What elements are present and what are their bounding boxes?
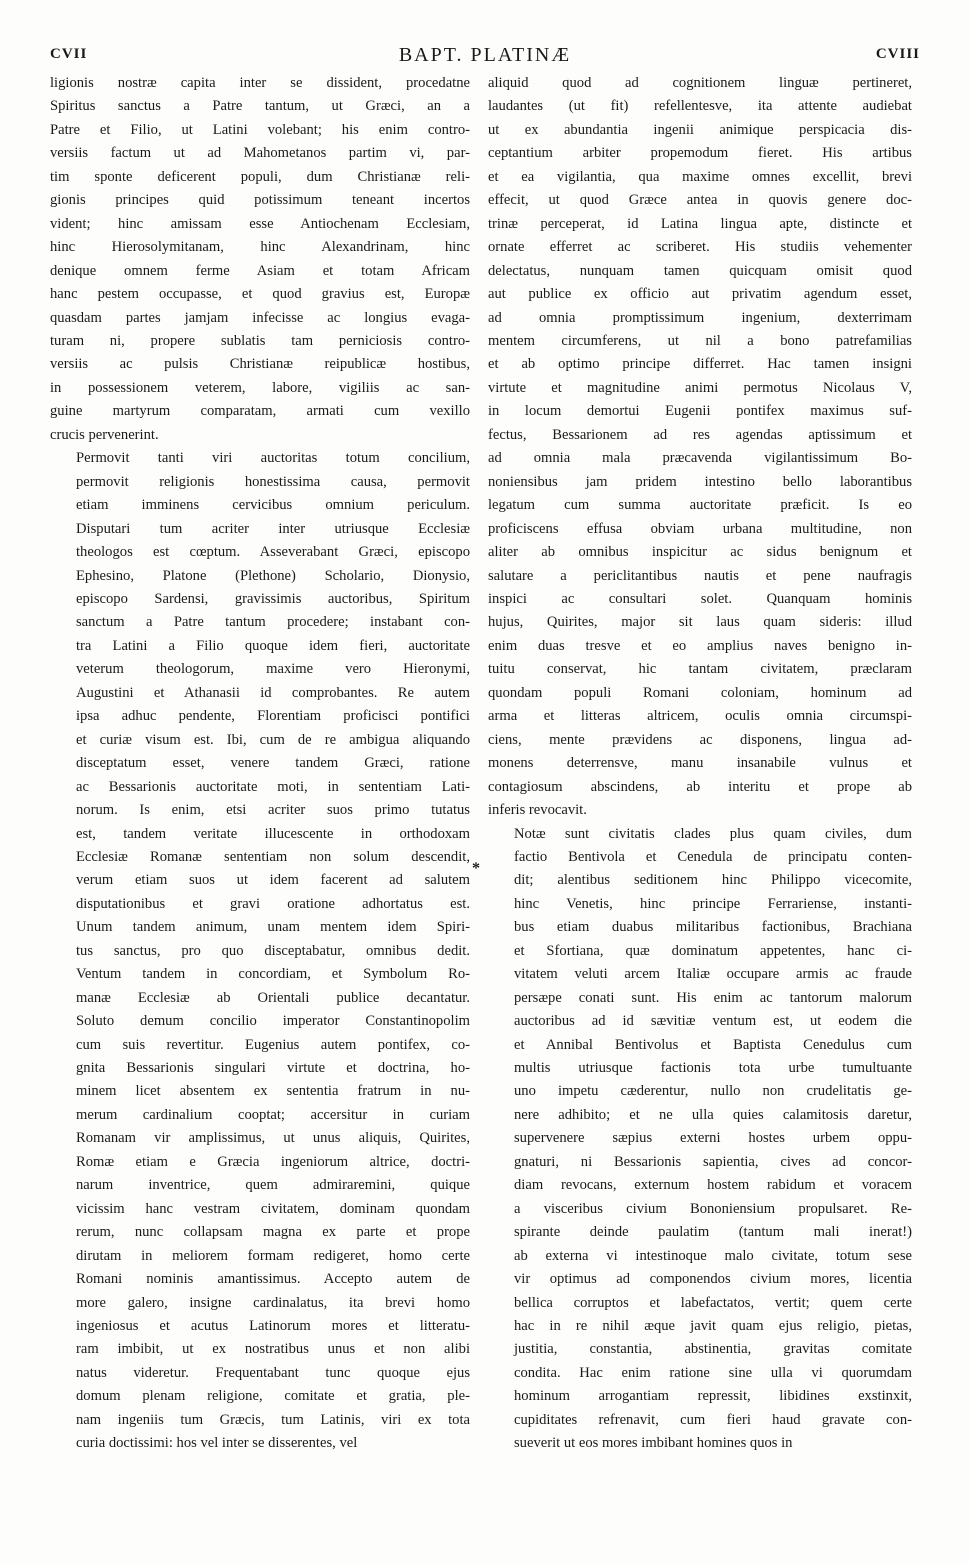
text-line: et curiæ visum est. Ibi, cum de re ambigua aliquando bbox=[76, 731, 470, 748]
margin-marker: * bbox=[472, 860, 480, 877]
text-line: ab externa vi intestinoque malo civitate, totum sese bbox=[514, 1247, 912, 1264]
paragraph bbox=[488, 72, 912, 823]
text-line: cupiditates refrenavit, cum fieri haud gravate con- bbox=[514, 1411, 912, 1428]
text-line: virtute et magnitudine animi permotus Nicolaus V, bbox=[488, 379, 912, 396]
text-line: Ephesino, Platone (Plethone) Scholario, Dionysio, bbox=[76, 567, 470, 584]
text-line: aut publice ex officio aut privatim agendum esset, bbox=[488, 286, 912, 303]
text-line: ligionis nostræ capita inter se dissident, procedatne bbox=[50, 75, 470, 91]
text-line: crucis pervenerint. bbox=[50, 426, 159, 443]
text-line: etiam imminens cervicibus omnium periculum. bbox=[76, 497, 470, 514]
text-line: trinæ perceperat, id Latina lingua apte, distincte et bbox=[488, 215, 912, 232]
text-line: enim duas tresve et eo amplius naves benigno in- bbox=[488, 637, 912, 654]
text-line: diam revocans, externum hostem rabidum et voracem bbox=[514, 1177, 912, 1194]
text-line: inspici ac consultari solet. Quanquam hominis bbox=[488, 590, 912, 607]
paragraph bbox=[488, 823, 912, 1456]
text-line: hujus, Quirites, major sit laus quam sideris: illud bbox=[488, 614, 912, 631]
text-line: natus videretur. Frequentabant tunc quoque ejus bbox=[76, 1364, 470, 1381]
text-line: vir optimus ad componendos civium mores, licentia bbox=[514, 1271, 912, 1288]
text-line: arma et litteras altricem, oculis omnia circumspi- bbox=[488, 708, 912, 725]
text-line: supervenere sæpius externi hostes urbem oppu- bbox=[514, 1130, 912, 1147]
text-line: aliquid quod ad cognitionem linguæ pertineret, bbox=[488, 75, 912, 91]
text-line: nere adhibito; et ne ulla quies calamitosis daretur, bbox=[514, 1106, 912, 1123]
text-line: Soluto demum concilio imperator Constantinopolim bbox=[76, 1013, 470, 1030]
text-line: ingeniosus et acutus Latinorum mores et litteratu- bbox=[76, 1318, 470, 1335]
text-line: tra Latini a Filio quoque idem fieri, auctoritate bbox=[76, 637, 470, 654]
text-line: Ecclesiæ Romanæ sententiam non solum descendit, bbox=[76, 848, 470, 865]
text-line: vitatem veluti arcem Italiæ occupare armis ac fraude bbox=[514, 966, 912, 983]
text-line: dit; alentibus seditionem hinc Philippo vicecomite, bbox=[514, 872, 912, 889]
text-line: gnita Bessarionis singulari virtute et doctrina, ho- bbox=[76, 1060, 470, 1077]
text-line: fectus, Bessarionem ad res agendas aptissimum et bbox=[488, 426, 912, 443]
page-header bbox=[50, 44, 920, 74]
text-line: sueverit ut eos mores imbibant homines quos in bbox=[514, 1435, 793, 1452]
folio-right: CVIII bbox=[875, 46, 920, 62]
text-line: hinc Venetis, hinc principe Ferrariense, instanti- bbox=[514, 895, 912, 912]
text-line: rerum, nunc collapsam magna ex parte et prope bbox=[76, 1224, 470, 1241]
text-line: contagiosum abscindens, ab interitu et prope ab bbox=[488, 778, 912, 795]
text-line: more galero, insigne cardinalatus, ita brevi homo bbox=[76, 1294, 470, 1311]
text-line: et Annibal Bentivolus et Baptista Cenedulus cum bbox=[514, 1036, 912, 1053]
text-line: vicissim hanc vestram civitatem, dominam quondam bbox=[76, 1200, 470, 1217]
text-line: monens deterrensve, manu insanabile vulnus et bbox=[488, 755, 912, 772]
text-line: disputationibus et gravi oratione adhortatus est. bbox=[76, 895, 470, 912]
text-line: theologos est cœptum. Asseverabant Græci, episcopo bbox=[76, 544, 470, 561]
text-line: a visceribus civium Bononiensium propulsaret. Re- bbox=[514, 1200, 912, 1217]
running-title: BAPT. PLATINÆ bbox=[398, 44, 572, 66]
text-line: manæ Ecclesiæ ab Orientali publice decantatur. bbox=[76, 989, 470, 1006]
text-line: versiis factum ut ad Mahometanos partim vi, par- bbox=[50, 145, 470, 162]
text-line: spirante deinde paulatim (tantum mali inerat!) bbox=[514, 1224, 912, 1241]
text-line: merum cardinalium cooptat; accersitur in curiam bbox=[76, 1106, 470, 1123]
text-line: dirutam in meliorem formam redigeret, homo certe bbox=[76, 1247, 470, 1264]
text-line: guine martyrum comparatam, armati cum vexillo bbox=[50, 403, 470, 420]
text-line: ceptantium arbiter propemodum fieret. His artibus bbox=[488, 145, 912, 162]
text-line: ad omnia promptissimum ingenium, dexterrimam bbox=[488, 309, 912, 326]
text-line: Augustini et Athanasii id comprobantes. Re autem bbox=[76, 684, 470, 701]
text-line: ciens, mente prævidens ac disponens, lingua ad- bbox=[488, 731, 912, 748]
text-line: Patre et Filio, ut Latini volebant; his enim contro- bbox=[50, 121, 470, 138]
text-line: ad omnia mala præcavenda vigilantissimum Bo- bbox=[488, 450, 912, 467]
text-line: permovit religionis honestissima causa, permovit bbox=[76, 473, 470, 490]
text-line: Notæ sunt civitatis clades plus quam civiles, dum bbox=[514, 825, 912, 842]
text-line: Romani nominis amantissimus. Accepto autem de bbox=[76, 1271, 470, 1288]
text-line: aliter ab omnibus inspicitur ac sidus benignum et bbox=[488, 544, 912, 561]
text-line: et ab optimo principe differret. Hac tamen insigni bbox=[488, 356, 912, 373]
text-line: denique omnem ferme Asiam et totam Africam bbox=[50, 262, 470, 279]
text-line: delectatus, nunquam tamen quicquam omisit quod bbox=[488, 262, 912, 279]
text-line: salutare a periclitantibus nautis et pene naufragis bbox=[488, 567, 912, 584]
text-line: factio Bentivola et Cenedula de principatu conten- bbox=[514, 848, 912, 865]
text-line: cum suis revertitur. Eugenius autem pontifex, co- bbox=[76, 1036, 470, 1053]
text-line: tuitu conservat, hic tantam civitatem, præclaram bbox=[488, 661, 912, 678]
text-line: ipsa adhuc pendente, Florentiam proficisci pontifici bbox=[76, 708, 470, 725]
text-line: narum inventrice, quem admiraremini, quique bbox=[76, 1177, 470, 1194]
text-line: uno impetu cæderentur, nullo non crudelitatis ge- bbox=[514, 1083, 912, 1100]
text-line: in possessionem veterem, labore, vigiliis ac san- bbox=[50, 379, 470, 396]
text-line: vident; hinc amissam esse Antiochenam Ecclesiam, bbox=[50, 215, 470, 232]
text-line: laudantes (ut fit) refellentesve, ita attente audiebat bbox=[488, 98, 912, 115]
text-line: turam ni, propere sublatis tam perniciosis contro- bbox=[50, 332, 470, 349]
folio-left: CVII bbox=[50, 46, 88, 62]
text-line: legatum cum summa auctoritate præficit. Is eo bbox=[488, 497, 912, 514]
text-line: gnaturi, ni Bessarionis sapientia, cives ad concor- bbox=[514, 1153, 912, 1170]
text-line: tim sponte deficerent populi, dum Christianæ reli- bbox=[50, 168, 470, 185]
right-column bbox=[488, 72, 912, 1456]
text-line: bellica corruptos et labefactatos, vertit; quem certe bbox=[514, 1294, 912, 1311]
text-line: norum. Is enim, etsi acriter suos primo tutatus bbox=[76, 802, 470, 819]
text-line: condita. Hac enim ratione sine ulla vi quorumdam bbox=[514, 1364, 912, 1381]
text-line: Romæ etiam e Græcia ingeniorum altrice, doctri- bbox=[76, 1153, 470, 1170]
text-line: ut ex abundantia ingenii animique perspicacia dis- bbox=[488, 121, 912, 138]
text-line: bus etiam duabus militaribus factionibus, Brachiana bbox=[514, 919, 912, 936]
text-line: verum etiam suos ut idem facerent ad salutem bbox=[76, 872, 470, 889]
text-line: ornate efferret ac scriberet. His studiis vehementer bbox=[488, 239, 912, 256]
text-line: Spiritus sanctus a Patre tantum, ut Græci, an a bbox=[50, 98, 470, 115]
paragraph bbox=[50, 72, 470, 447]
text-line: curia doctissimi: hos vel inter se disserentes, vel bbox=[76, 1435, 358, 1452]
text-line: ram imbibit, ut ex nostratibus unus et non alibi bbox=[76, 1341, 470, 1358]
text-line: Romanam vir amplissimus, ut unus aliquis, Quirites, bbox=[76, 1130, 470, 1147]
text-line: inferis revocavit. bbox=[488, 802, 587, 819]
text-line: auctoribus ad id sævitiæ ventum est, ut eodem die bbox=[514, 1013, 912, 1030]
left-column bbox=[50, 72, 470, 1456]
text-line: persæpe conati sunt. His enim ac tantorum malorum bbox=[514, 989, 912, 1006]
text-line: nam ingeniis tum Græcis, tum Latinis, viri ex tota bbox=[76, 1411, 470, 1428]
text-line: episcopo Sardensi, gravissimis auctoribus, Spiritum bbox=[76, 590, 470, 607]
text-line: et ea vigilantia, qua maxime omnes excellit, brevi bbox=[488, 168, 912, 185]
text-line: effecit, ut quod Græce antea in quovis genere doc- bbox=[488, 192, 912, 209]
text-line: hanc pestem occupasse, et quod gravius est, Europæ bbox=[50, 286, 470, 303]
text-line: Ventum tandem in concordiam, et Symbolum Ro- bbox=[76, 966, 470, 983]
text-line: Disputari tum acriter inter utriusque Ecclesiæ bbox=[76, 520, 470, 537]
text-line: in locum demortui Eugenii pontifex maximus suf- bbox=[488, 403, 912, 420]
text-line: hinc Hierosolymitanam, hinc Alexandrinam, hinc bbox=[50, 239, 470, 256]
text-line: justitia, constantia, abstinentia, gravitas comitate bbox=[514, 1341, 912, 1358]
text-line: versiis ac pulsis Christianæ reipublicæ hostibus, bbox=[50, 356, 470, 373]
text-line: disceptatum esset, venere tandem Græci, ratione bbox=[76, 755, 470, 772]
text-line: hac in re nihil æque javit quam ejus religio, pietas, bbox=[514, 1318, 912, 1335]
text-line: veterum theologorum, maxime vero Hieronymi, bbox=[76, 661, 470, 678]
paragraph bbox=[50, 447, 470, 1455]
text-line: mentem circumferens, ut nil a bono patrefamilias bbox=[488, 332, 912, 349]
text-line: domum plenam religione, comitate et gratia, ple- bbox=[76, 1388, 470, 1405]
text-line: noniensibus jam pridem intestino bello laborantibus bbox=[488, 473, 912, 490]
text-line: Permovit tanti viri auctoritas totum concilium, bbox=[76, 450, 470, 467]
text-line: hominum arrogantiam repressit, libidines exstinxit, bbox=[514, 1388, 912, 1405]
text-line: est, tandem veritate illucescente in orthodoxam bbox=[76, 825, 470, 842]
text-line: quondam populi Romani coloniam, hominum ad bbox=[488, 684, 912, 701]
text-line: multis utriusque factionis tota urbe tumultuante bbox=[514, 1060, 912, 1077]
text-line: gionis principes quid potissimum teneant incertos bbox=[50, 192, 470, 209]
text-line: tus sanctus, pro quo disceptabatur, omnibus dedit. bbox=[76, 942, 470, 959]
text-line: sanctum a Patre tantum procedere; instabant con- bbox=[76, 614, 470, 631]
text-line: minem licet absentem ex sententia fratrum in nu- bbox=[76, 1083, 470, 1100]
text-line: quasdam partes jamjam infecisse ac longius evaga- bbox=[50, 309, 470, 326]
text-line: Unum tandem animum, unam mentem idem Spiri- bbox=[76, 919, 470, 936]
text-line: proficiscens effusa obviam urbana multitudine, non bbox=[488, 520, 912, 537]
text-line: et Sfortiana, quæ dominatum appetentes, hanc ci- bbox=[514, 942, 912, 959]
text-line: ac Bessarionis auctoritate moti, in sententiam Lati- bbox=[76, 778, 470, 795]
